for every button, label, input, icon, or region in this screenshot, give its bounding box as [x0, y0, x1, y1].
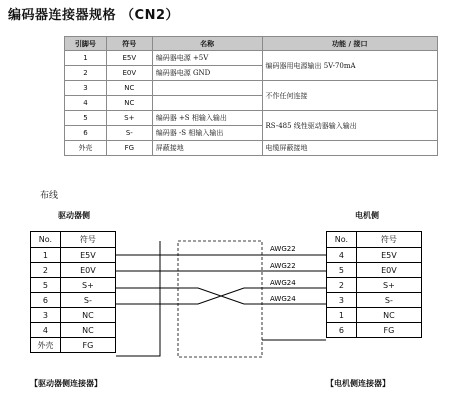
- driver-connector-caption: 【驱动器侧连接器】: [30, 379, 102, 388]
- driver-pin-symbol: E0V: [60, 263, 115, 278]
- motor-side-label: 电机侧: [355, 211, 379, 220]
- table-row: [31, 308, 116, 323]
- driver-pin-no: 5: [31, 278, 61, 293]
- table-row: [327, 323, 422, 338]
- table-row: [31, 248, 116, 263]
- spec-name: 编码器电源 +5V: [152, 51, 262, 66]
- wiring-section-label: 布线: [40, 191, 59, 201]
- spec-name: 编码器 -S 相输入输出: [152, 126, 262, 141]
- driver-pin-no: 1: [31, 248, 61, 263]
- spec-pin: 5: [65, 111, 107, 126]
- spec-symbol: E5V: [106, 51, 152, 66]
- spec-symbol: S+: [106, 111, 152, 126]
- driver-side-label: 驱动器侧: [58, 211, 90, 220]
- table-row: [327, 293, 422, 308]
- motor-header-no: No.: [327, 232, 357, 248]
- driver-pin-no: 3: [31, 308, 61, 323]
- table-row: [31, 338, 116, 353]
- wire-twist-left: [116, 288, 221, 304]
- motor-pin-symbol: E0V: [356, 263, 421, 278]
- motor-header-symbol: 符号: [356, 232, 421, 248]
- driver-header-row: [31, 232, 116, 248]
- spec-function: 编码器用电源输出 5V-70mA: [262, 51, 438, 81]
- driver-pin-symbol: FG: [60, 338, 115, 353]
- driver-header-symbol: 符号: [60, 232, 115, 248]
- motor-pin-table: [326, 231, 422, 338]
- spec-name: 编码器电源 GND: [152, 66, 262, 81]
- table-row: [327, 263, 422, 278]
- spec-header-name: 名称: [152, 37, 262, 51]
- motor-pin-symbol: NC: [356, 308, 421, 323]
- driver-header-no: No.: [31, 232, 61, 248]
- spec-pin: 4: [65, 96, 107, 111]
- motor-pin-no: 1: [327, 308, 357, 323]
- spec-pin: 3: [65, 81, 107, 96]
- connector-shell-outline: [178, 241, 262, 357]
- spec-function: 电缆屏蔽接地: [262, 141, 438, 156]
- driver-pin-symbol: S+: [60, 278, 115, 293]
- wire-shield-fg-driver: [116, 241, 160, 356]
- table-row: [327, 278, 422, 293]
- spec-pin: 外壳: [65, 141, 107, 156]
- driver-pin-no: 2: [31, 263, 61, 278]
- spec-pin: 6: [65, 126, 107, 141]
- motor-header-row: [327, 232, 422, 248]
- spec-header-pin: 引脚号: [65, 37, 107, 51]
- driver-pin-symbol: NC: [60, 308, 115, 323]
- motor-pin-no: 3: [327, 293, 357, 308]
- wire-label: AWG24: [270, 279, 296, 287]
- table-row: [327, 248, 422, 263]
- title-text: 编码器连接器规格: [8, 8, 117, 23]
- driver-pin-table: [30, 231, 116, 353]
- motor-pin-no: 5: [327, 263, 357, 278]
- spec-name: 屏蔽接地: [152, 141, 262, 156]
- motor-pin-symbol: S-: [356, 293, 421, 308]
- driver-pin-symbol: NC: [60, 323, 115, 338]
- spec-symbol: NC: [106, 81, 152, 96]
- spec-name: 编码器 +S 相输入输出: [152, 111, 262, 126]
- spec-function: RS-485 线性驱动器输入输出: [262, 111, 438, 141]
- spec-pin: 1: [65, 51, 107, 66]
- wire-label: AWG22: [270, 245, 296, 253]
- motor-pin-symbol: FG: [356, 323, 421, 338]
- motor-pin-no: 2: [327, 278, 357, 293]
- spec-pin: 2: [65, 66, 107, 81]
- motor-connector-caption: 【电机侧连接器】: [326, 379, 390, 388]
- table-row: [31, 293, 116, 308]
- motor-pin-no: 6: [327, 323, 357, 338]
- table-row: [327, 308, 422, 323]
- table-row: [31, 263, 116, 278]
- wire-label: AWG24: [270, 295, 296, 303]
- driver-pin-no: 4: [31, 323, 61, 338]
- driver-pin-symbol: S-: [60, 293, 115, 308]
- spec-symbol: NC: [106, 96, 152, 111]
- spec-symbol: FG: [106, 141, 152, 156]
- table-row: [31, 323, 116, 338]
- driver-pin-no: 外壳: [31, 338, 61, 353]
- spec-header-function: 功能 / 接口: [262, 37, 438, 51]
- driver-pin-no: 6: [31, 293, 61, 308]
- motor-pin-symbol: S+: [356, 278, 421, 293]
- spec-symbol: E0V: [106, 66, 152, 81]
- spec-function: 不作任何连接: [262, 81, 438, 111]
- title-code: （CN2）: [121, 8, 180, 23]
- spec-symbol: S-: [106, 126, 152, 141]
- wire-label: AWG22: [270, 262, 296, 270]
- table-row: [31, 278, 116, 293]
- driver-pin-symbol: E5V: [60, 248, 115, 263]
- spec-header-symbol: 符号: [106, 37, 152, 51]
- motor-pin-no: 4: [327, 248, 357, 263]
- motor-pin-symbol: E5V: [356, 248, 421, 263]
